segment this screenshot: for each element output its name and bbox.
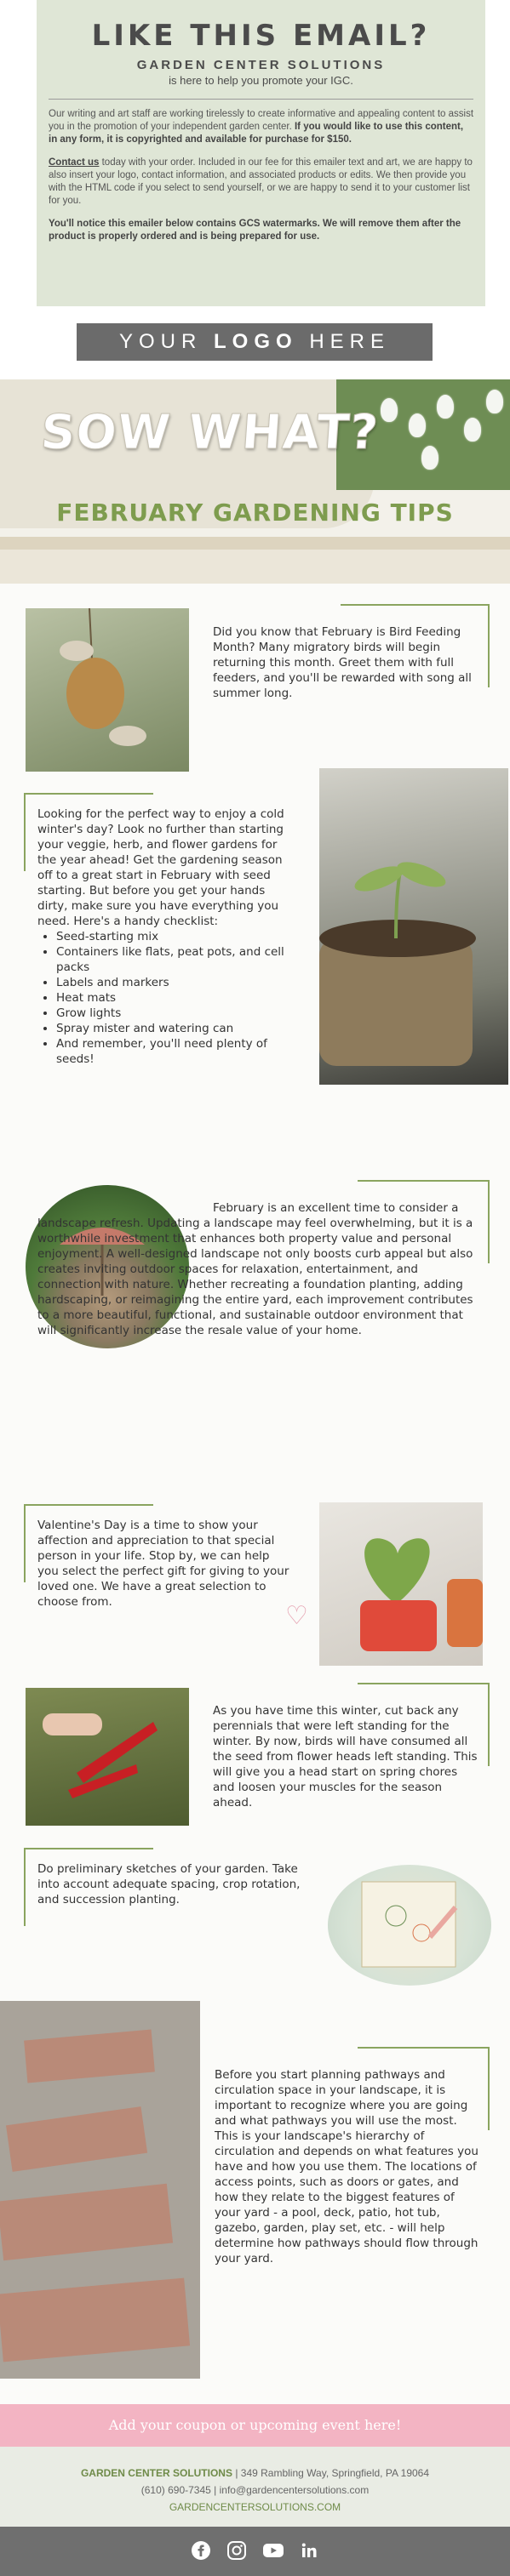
heart-doodle-icon: ♡ xyxy=(285,1602,308,1630)
tips-content xyxy=(0,584,510,2404)
facebook-icon[interactable] xyxy=(190,2540,212,2562)
contact-us-link[interactable]: Contact us xyxy=(49,157,100,168)
snowdrop-flower xyxy=(486,390,503,413)
heart-plant-photo xyxy=(319,1502,483,1666)
promo-p2-text: today with your order. Included in our fee for this emailer text and art, we are happy to also insert your logo, contact information, and associated products or edits. We then provide you with the HTML code if you select to send yourself, or we are happy to send it to your customer list for you. xyxy=(49,157,473,206)
hero-title-text: SOW WHAT? xyxy=(38,405,381,460)
stepping-stones-photo xyxy=(0,2001,200,2379)
footer-company: GARDEN CENTER SOLUTIONS xyxy=(80,2467,232,2479)
seedling-illustration xyxy=(319,768,508,1085)
tip-cut-back-perennials: As you have time this winter, cut back any perennials that were left standing for the winter. By now, birds will have consumed all the seed from flower heads left standing. This will give you a head start on spring chores and loosen your muscles for the season ahead. xyxy=(213,1704,478,1809)
logo-bold: LOGO xyxy=(213,330,298,353)
promo-paragraph-2 xyxy=(49,157,473,208)
list-item: • Spray mister and watering can xyxy=(56,1021,293,1036)
list-item: • Labels and markers xyxy=(56,975,293,990)
heart-plant-illustration xyxy=(319,1502,483,1666)
sketch-illustration xyxy=(328,1865,491,1986)
footer-contact[interactable]: (610) 690-7345 | info@gardencentersolutions.com xyxy=(140,2484,370,2496)
seed-starting-intro: Looking for the perfect way to enjoy a cold winter's day? Look no further than starting your veggie, herb, and flower gardens for the year ahead! Get the gardening season off to a great start in February with seed starting. But before you get your hands dirty, make sure you have everything you need. Here's a handy checklist: xyxy=(37,807,284,928)
pruning-photo xyxy=(26,1688,189,1826)
promo-paragraph-3 xyxy=(49,218,473,243)
logo-pre: YOUR xyxy=(118,330,214,353)
promo-subtitle: GARDEN CENTER SOLUTIONS xyxy=(136,58,386,72)
snowdrop-flower xyxy=(409,413,426,437)
list-item: • Heat mats xyxy=(56,990,293,1006)
footer-address-line xyxy=(0,2467,510,2479)
promo-p1-text: Our writing and art staff are working tirelessly to create informative and appealing content to assist you in the promotion of your independent garden center. xyxy=(49,109,474,132)
instagram-icon[interactable] xyxy=(226,2540,248,2562)
pruners-illustration xyxy=(26,1688,189,1826)
promo-title: LIKE THIS EMAIL? xyxy=(91,19,431,53)
coupon-banner[interactable]: Add your coupon or upcoming event here! xyxy=(0,2404,510,2447)
divider xyxy=(49,99,473,100)
seed-checklist xyxy=(37,929,293,1067)
tip-seed-starting xyxy=(37,806,293,1067)
bird-feeder-illustration xyxy=(26,608,189,772)
promo-tagline: is here to help you promote your IGC. xyxy=(169,74,353,87)
garden-sketch-photo xyxy=(328,1865,491,1986)
hero-subtitle: FEBRUARY GARDENING TIPS xyxy=(56,499,454,527)
hero-banner xyxy=(0,379,510,584)
snowdrop-flower xyxy=(464,418,481,442)
seedling-photo xyxy=(319,768,508,1085)
promo-box xyxy=(37,0,485,306)
linkedin-icon[interactable] xyxy=(298,2540,320,2562)
promo-p1-bold: If you would like to use this content, in any form, it is copyrighted and available for purchase for $150. xyxy=(49,122,464,145)
footer-address: | 349 Rambling Way, Springfield, PA 19064 xyxy=(232,2467,430,2479)
promo-p3-bold: You'll notice this emailer below contains GCS watermarks. We will remove them after the product is properly ordered and is being prepared for use. xyxy=(49,219,461,242)
snowdrop-flower xyxy=(421,446,438,470)
tip-pathways: Before you start planning pathways and circulation space in your landscape, it is important to recognize where you are going and what pathways you will use the most. This is your landscape's hierarchy of circulation and depends on what features you have and how you use them. The locations of access points, such as doors or gates, and how they relate to the biggest features of your yard - a pool, deck, patio, hot tub, gazebo, garden, play set, etc. - will help determine how pathways should flow through your yard. xyxy=(215,2068,478,2265)
footer-website-link[interactable]: GARDENCENTERSOLUTIONS.COM xyxy=(169,2501,341,2513)
hero-title xyxy=(39,405,381,460)
list-item: • Seed-starting mix xyxy=(56,929,293,944)
youtube-icon[interactable] xyxy=(262,2540,284,2562)
stepping-stones-illustration xyxy=(0,2001,200,2379)
snowdrop-flower xyxy=(437,395,454,419)
tip-bird-feeding: Did you know that February is Bird Feeding Month? Many migratory birds will begin returning this month. Greet them with full feeders, and you'll be rewarded with song all summer long. xyxy=(213,625,472,700)
torn-paper-strip xyxy=(0,550,510,584)
list-item: • And remember, you'll need plenty of seeds! xyxy=(56,1036,293,1067)
list-item: • Grow lights xyxy=(56,1006,293,1021)
list-item: • Containers like flats, peat pots, and cell packs xyxy=(56,944,293,975)
logo-placeholder[interactable] xyxy=(77,323,433,361)
tip-garden-sketches: Do preliminary sketches of your garden. Take into account adequate spacing, crop rotation, and succession planting. xyxy=(37,1862,301,1906)
tip-landscape-refresh: February is an excellent time to consider a landscape refresh. Updating a landscape may feel overwhelming, but it is a worthwhile investment that enhances both property value and personal enjoyment. A well-designed landscape not only boosts curb appeal but also creates inviting outdoor spaces for relaxation, entertainment, and connection with nature. Whether recreating a foundation planting, adding hardscaping, or reimagining the entire yard, each improvement contributes to a more beautiful, functional, and sustainable outdoor environment that will significantly increase the resale value of your home. xyxy=(37,1201,473,1337)
footer xyxy=(0,2447,510,2527)
bird-feeder-photo xyxy=(26,608,189,772)
logo-post: HERE xyxy=(297,330,391,353)
social-bar xyxy=(0,2527,510,2576)
promo-paragraph-1 xyxy=(49,108,473,146)
snowdrop-flower xyxy=(381,398,398,422)
tip-valentines: Valentine's Day is a time to show your affection and appreciation to that special person in your life. Stop by, we can help you select the perfect gift for giving to your loved one. We have a great selection to choose from. xyxy=(37,1519,289,1609)
